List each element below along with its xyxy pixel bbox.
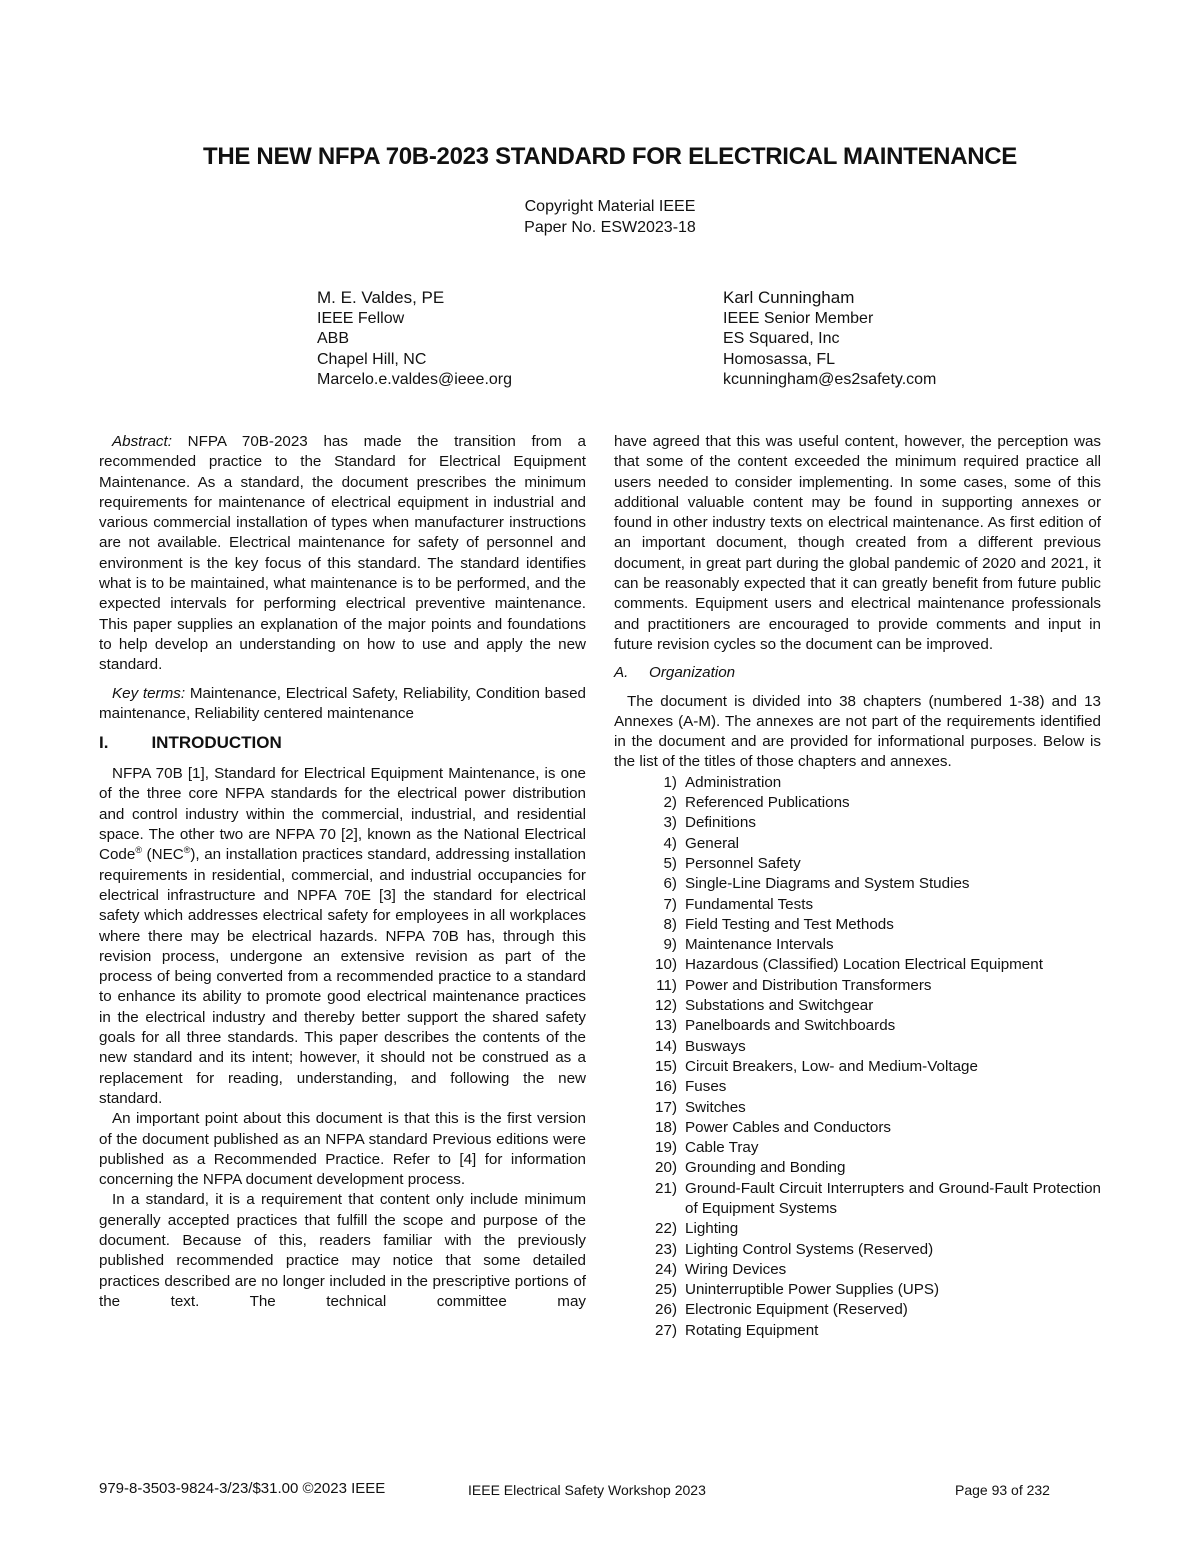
section-number: I.: [99, 733, 109, 753]
subsection-title: Organization: [649, 664, 736, 682]
right-column: [614, 432, 1101, 1341]
chapter-number: 17): [655, 1098, 677, 1116]
chapter-title: Cable Tray: [685, 1139, 759, 1157]
chapter-number: 11): [656, 976, 677, 994]
chapter-title: Definitions: [685, 814, 756, 832]
chapter-title: Fuses: [685, 1078, 727, 1096]
copyright-line: Copyright Material IEEE: [524, 198, 696, 215]
intro-paragraph-3: In a standard, it is a requirement that content only include minimum generally accepted practices that fulfill the scope and purpose of the document. Because of this, readers familiar with the previously published recommended practice may notice that some detailed practices described are no longer included in the prescriptive portions of the text. The technical committee may: [99, 1191, 586, 1310]
chapter-number: 27): [655, 1321, 677, 1339]
chapter-item: [614, 813, 1101, 833]
chapter-number: 5): [663, 854, 677, 872]
chapter-title: Fundamental Tests: [685, 895, 814, 913]
chapter-title: General: [685, 834, 740, 852]
chapter-title: Field Testing and Test Methods: [685, 915, 894, 933]
chapter-title: Wiring Devices: [685, 1260, 787, 1278]
chapter-title: Referenced Publications: [685, 794, 850, 812]
key-terms-paragraph: [99, 684, 586, 725]
subsection-letter: A.: [614, 664, 629, 682]
chapter-number: 7): [663, 895, 677, 913]
chapter-item: [614, 1077, 1101, 1097]
author-role: IEEE Fellow: [317, 310, 405, 327]
chapter-number: 25): [655, 1281, 677, 1299]
chapter-item: [614, 935, 1101, 955]
copyright-block: [0, 196, 1200, 238]
footer-isbn: 979-8-3503-9824-3/23/$31.00 ©2023 IEEE: [99, 1480, 386, 1497]
chapter-number: 4): [663, 834, 677, 852]
chapter-item: [614, 1016, 1101, 1036]
intro-paragraph-3-continued: have agreed that this was useful content, however, the perception was that some of the content exceeded the minimum required practice all users needed to consider implementing. In some cases, some of this additional valuable content may be found in supporting annexes or found in other industry texts on electrical maintenance. As first edition of an important document, though created from a different previous document, in great part during the global pandemic of 2020 and 2021, it can be reasonably expected that it can greatly benefit from future public comments. Equipment users and electrical maintenance professionals and practitioners are encouraged to provide comments and input in future revision cycles so the document can be improved.: [614, 433, 1101, 653]
author-location: Chapel Hill, NC: [317, 350, 427, 368]
chapter-title: Busways: [685, 1037, 746, 1055]
registered-mark: ®: [135, 845, 142, 856]
author-role: IEEE Senior Member: [723, 310, 874, 327]
chapter-item: [614, 874, 1101, 894]
key-terms-text: Maintenance, Electrical Safety, Reliability, Condition based maintenance, Reliability centered maintenance: [99, 684, 586, 722]
chapter-list: [614, 773, 1101, 1341]
author-email[interactable]: kcunningham@es2safety.com: [723, 371, 937, 389]
chapter-item: [614, 793, 1101, 813]
chapter-item: [614, 1057, 1101, 1077]
chapter-item: [614, 1037, 1101, 1057]
subsection-heading-organization: [614, 663, 1101, 683]
chapter-number: 15): [655, 1057, 677, 1075]
chapter-number: 18): [655, 1118, 677, 1136]
chapter-title: Single-Line Diagrams and System Studies: [685, 875, 970, 893]
author-email[interactable]: Marcelo.e.valdes@ieee.org: [317, 371, 513, 389]
intro-text: NFPA 70B [1], Standard for Electrical Equipment Maintenance, is one of the three core NFPA standards for the electrical power distribution and control industry within the commercial, industrial, and residential space. The other two are NFPA 70 [2], known as the National Electrical Code: [99, 765, 586, 864]
section-heading-introduction: [99, 732, 586, 754]
chapter-number: 20): [655, 1159, 677, 1177]
chapter-number: 24): [655, 1260, 677, 1278]
chapter-number: 2): [663, 794, 677, 812]
chapter-title: Lighting Control Systems (Reserved): [685, 1240, 934, 1258]
author-block-1: [317, 287, 512, 391]
chapter-title: Substations and Switchgear: [685, 997, 874, 1015]
section-title: INTRODUCTION: [151, 733, 282, 753]
chapter-item: [614, 1260, 1101, 1280]
organization-paragraph: The document is divided into 38 chapters (numbered 1-38) and 13 Annexes (A-M). The annexes are not part of the requirements identified in the document and are provided for informational purposes. Below is the list of the titles of those chapters and annexes.: [614, 692, 1101, 771]
chapter-item: [614, 955, 1101, 975]
registered-mark: ®: [183, 845, 191, 856]
intro-text: ), an installation practices standard, addressing installation requirements in residential, commercial, and industrial occupancies for electrical infrastructure and NPFA 70E [3] the standard for electrical safety which addresses electrical safety for employees in all workplaces where there may be electrical hazards. NFPA 70B has, through this revision process, undergone an extensive revision as part of the process of being converted from a recommended practice to a standard to enhance its ability to promote good electrical maintenance practices in the electrical industry and thereby better support the shared safety goals for all three standards. This paper describes the contents of the new standard and its intent; however, it should not be construed as a replacement for reading, understanding, and following the new standard.: [99, 846, 586, 1107]
author-org: ABB: [317, 330, 350, 348]
left-column: [99, 432, 586, 1312]
chapter-title: Hazardous (Classified) Location Electrical Equipment: [685, 956, 1043, 974]
chapter-number: 23): [655, 1240, 677, 1258]
chapter-title: Maintenance Intervals: [685, 936, 834, 954]
author-org: ES Squared, Inc: [723, 330, 840, 348]
intro-paragraph-2: An important point about this document is that this is the first version of the document published as an NFPA standard Previous editions were published as a Recommended Practice. Refer to [4] for information concerning the NFPA document development process.: [99, 1110, 586, 1189]
chapter-item: [614, 854, 1101, 874]
chapter-item: [614, 1321, 1101, 1341]
chapter-number: 22): [655, 1220, 677, 1238]
chapter-item: [614, 1098, 1101, 1118]
chapter-number: 10): [655, 956, 677, 974]
chapter-number: 12): [655, 997, 677, 1015]
chapter-title: Panelboards and Switchboards: [685, 1017, 896, 1035]
chapter-title: Ground-Fault Circuit Interrupters and Ground-Fault Protection of Equipment Systems: [685, 1179, 1101, 1217]
chapter-number: 26): [655, 1301, 677, 1319]
chapter-item: [614, 773, 1101, 793]
paper-number: Paper No. ESW2023-18: [524, 219, 696, 236]
intro-paragraph-1: [99, 764, 586, 1109]
chapter-title: Personnel Safety: [685, 854, 801, 872]
chapter-number: 9): [663, 936, 677, 954]
chapter-number: 1): [663, 773, 677, 791]
chapter-item: [614, 1300, 1101, 1320]
chapter-number: 14): [655, 1037, 677, 1055]
chapter-title: Rotating Equipment: [685, 1321, 819, 1339]
chapter-item: [614, 834, 1101, 854]
chapter-item: [614, 1280, 1101, 1300]
chapter-item: [614, 976, 1101, 996]
footer-conference: IEEE Electrical Safety Workshop 2023: [468, 1482, 706, 1498]
chapter-title: Grounding and Bonding: [685, 1159, 846, 1177]
chapter-item: [614, 895, 1101, 915]
chapter-number: 6): [663, 875, 677, 893]
author-block-2: [723, 287, 936, 391]
footer-page-number: Page 93 of 232: [955, 1482, 1050, 1498]
chapter-item: [614, 1219, 1101, 1239]
chapter-item: [614, 1138, 1101, 1158]
chapter-title: Uninterruptible Power Supplies (UPS): [685, 1281, 940, 1299]
chapter-item: [614, 1158, 1101, 1178]
chapter-item: [614, 1179, 1101, 1220]
chapter-item: [614, 996, 1101, 1016]
chapter-number: 3): [663, 814, 677, 832]
abstract-paragraph: [99, 432, 586, 676]
chapter-item: [614, 1118, 1101, 1138]
chapter-title: Circuit Breakers, Low- and Medium-Voltage: [685, 1057, 978, 1075]
chapter-number: 8): [663, 915, 677, 933]
chapter-number: 21): [655, 1179, 677, 1197]
chapter-title: Administration: [685, 773, 782, 791]
author-name: M. E. Valdes, PE: [317, 288, 445, 307]
chapter-title: Electronic Equipment (Reserved): [685, 1301, 908, 1319]
abstract-label: Abstract:: [112, 433, 172, 450]
chapter-number: 13): [655, 1017, 677, 1035]
author-name: Karl Cunningham: [723, 288, 855, 307]
paper-title: THE NEW NFPA 70B-2023 STANDARD FOR ELECTRICAL MAINTENANCE: [202, 143, 1018, 170]
chapter-item: [614, 915, 1101, 935]
intro-text: (NEC: [141, 846, 184, 864]
chapter-title: Power and Distribution Transformers: [685, 976, 932, 994]
chapter-number: 19): [655, 1139, 677, 1157]
chapter-title: Switches: [685, 1098, 746, 1116]
chapter-title: Power Cables and Conductors: [685, 1118, 891, 1136]
chapter-number: 16): [655, 1078, 677, 1096]
abstract-text: NFPA 70B-2023 has made the transition from a recommended practice to the Standard for Electrical Equipment Maintenance. As a standard, the document prescribes the minimum requirements for maintenance of electrical equipment in industrial and various commercial installation of types when manufacturer instructions are not available. Electrical maintenance for safety of personnel and environment is the key focus of this standard. The standard identifies what is to be maintained, what maintenance is to be performed, and the expected intervals for performing electrical preventive maintenance. This paper supplies an explanation of the major points and foundations to help develop an understanding on how to use and apply the new standard.: [99, 433, 586, 674]
author-location: Homosassa, FL: [723, 350, 836, 368]
key-terms-label: Key terms:: [112, 684, 186, 702]
chapter-title: Lighting: [685, 1220, 739, 1238]
chapter-item: [614, 1240, 1101, 1260]
